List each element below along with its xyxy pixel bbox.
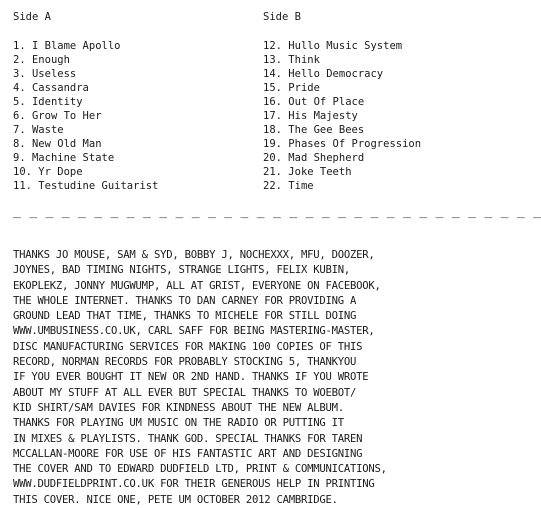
notes-line: JOYNES, BAD TIMING NIGHTS, STRANGE LIGHTS, FELIX KUBIN, xyxy=(13,264,351,277)
track-number: 4. xyxy=(13,82,26,94)
track-title: Pride xyxy=(288,82,320,94)
track-number: 13. xyxy=(263,54,282,66)
notes-line: MCCALLAN-MOORE FOR USE OF HIS FANTASTIC ART AND DESIGNING xyxy=(13,447,363,460)
side-a-tracklist xyxy=(13,10,243,193)
track-title: Time xyxy=(288,180,314,192)
side-b-title: Side B xyxy=(263,11,301,23)
track-number: 5. xyxy=(13,96,26,108)
track-number: 9. xyxy=(13,152,26,164)
track-item xyxy=(263,165,453,179)
track-item xyxy=(263,151,453,165)
track-item xyxy=(263,39,453,53)
track-title: Hello Democracy xyxy=(288,68,384,80)
notes-line: THE WHOLE INTERNET. THANKS TO DAN CARNEY FOR PROVIDING A xyxy=(13,294,357,307)
notes-line: THANKS FOR PLAYING UM MUSIC ON THE RADIO OR PUTTING IT xyxy=(13,417,344,430)
track-number: 14. xyxy=(263,68,282,80)
track-title: Enough xyxy=(31,54,70,66)
track-number: 17. xyxy=(263,110,282,122)
notes-line: WWW.UMBUSINESS.CO.UK, CARL SAFF FOR BEING MASTERING-MASTER, xyxy=(13,325,375,338)
track-number: 19. xyxy=(263,138,282,150)
track-item xyxy=(13,39,243,53)
notes-line: GROUND LEAD THAT TIME, THANKS TO MICHELE FOR STILL DOING xyxy=(13,310,357,323)
track-item xyxy=(13,123,243,137)
track-title: Phases Of Progression xyxy=(288,138,422,150)
track-item xyxy=(13,81,243,95)
track-number: 22. xyxy=(263,180,282,192)
thank-you-notes xyxy=(13,248,449,508)
track-title: I Blame Apollo xyxy=(31,40,121,52)
notes-line: THANKS JO MOUSE, SAM & SYD, BOBBY J, NOCHEXXX, MFU, DOOZER, xyxy=(13,249,375,261)
track-item xyxy=(13,67,243,81)
track-number: 2. xyxy=(13,54,26,66)
track-title: Cassandra xyxy=(31,82,89,94)
track-title: Think xyxy=(288,54,320,66)
notes-line: KID SHIRT/SAM DAVIES FOR KINDNESS ABOUT THE NEW ALBUM. xyxy=(13,401,344,414)
track-item xyxy=(13,137,243,151)
track-item xyxy=(263,123,453,137)
track-number: 12. xyxy=(263,40,282,52)
notes-line: DISC MANUFACTURING SERVICES FOR MAKING 100 COPIES OF THIS xyxy=(13,340,363,353)
notes-line: IN MIXES & PLAYLISTS. THANK GOD. SPECIAL THANKS FOR TAREN xyxy=(13,432,363,445)
track-number: 3. xyxy=(13,68,26,80)
notes-line: ABOUT MY STUFF AT ALL EVER BUT SPECIAL THANKS TO WOEBOT/ xyxy=(13,386,357,399)
track-title: Machine State xyxy=(31,152,115,164)
track-item xyxy=(13,109,243,123)
dashed-divider: _ _ _ _ _ _ _ _ _ _ _ _ _ _ _ _ _ _ _ _ _ _ _ _ _ _ _ _ _ _ _ _ _ xyxy=(13,204,541,219)
track-title: Out Of Place xyxy=(288,96,365,108)
track-number: 18. xyxy=(263,124,282,136)
track-title: Testudine Guitarist xyxy=(38,180,159,192)
track-number: 11. xyxy=(13,180,32,192)
track-number: 16. xyxy=(263,96,282,108)
track-title: Hullo Music System xyxy=(288,40,403,52)
track-number: 10. xyxy=(13,166,32,178)
track-number: 21. xyxy=(263,166,282,178)
notes-line: RECORD, NORMAN RECORDS FOR PROBABLY STOCKING 5, THANKYOU xyxy=(13,356,357,369)
side-a-track-list xyxy=(13,39,243,193)
track-title: Identity xyxy=(31,96,83,108)
track-item xyxy=(263,179,453,193)
side-a-title: Side A xyxy=(13,11,51,23)
track-title: The Gee Bees xyxy=(288,124,365,136)
notes-line: IF YOU EVER BOUGHT IT NEW OR 2ND HAND. THANKS IF YOU WROTE xyxy=(13,371,369,384)
track-title: His Majesty xyxy=(288,110,358,122)
track-item xyxy=(13,53,243,67)
track-title: Mad Shepherd xyxy=(288,152,365,164)
notes-line: THE COVER AND TO EDWARD DUDFIELD LTD, PRINT & COMMUNICATIONS, xyxy=(13,463,387,476)
notes-line: EKOPLEKZ, JONNY MUGWUMP, ALL AT GRIST, EVERYONE ON FACEBOOK, xyxy=(13,279,381,292)
track-title: Yr Dope xyxy=(38,166,83,178)
track-title: Waste xyxy=(31,124,64,136)
track-item xyxy=(263,137,453,151)
track-item xyxy=(263,53,453,67)
track-number: 20. xyxy=(263,152,282,164)
track-number: 15. xyxy=(263,82,282,94)
track-item xyxy=(263,81,453,95)
track-title: Useless xyxy=(31,68,77,80)
track-number: 6. xyxy=(13,110,26,122)
track-title: Grow To Her xyxy=(31,110,102,122)
track-number: 7. xyxy=(13,124,26,136)
track-number: 8. xyxy=(13,138,26,150)
track-title: New Old Man xyxy=(31,138,102,150)
track-item xyxy=(13,179,243,193)
track-item xyxy=(13,95,243,109)
track-item xyxy=(13,165,243,179)
track-item xyxy=(263,109,453,123)
track-title: Joke Teeth xyxy=(288,166,352,178)
track-number: 1. xyxy=(13,40,26,52)
side-b-track-list xyxy=(263,39,453,193)
track-item xyxy=(263,95,453,109)
notes-line: THIS COVER. NICE ONE, PETE UM OCTOBER 2012 CAMBRIDGE. xyxy=(13,493,338,506)
track-item xyxy=(13,151,243,165)
notes-line: WWW.DUDFIELDPRINT.CO.UK FOR THEIR GENEROUS HELP IN PRINTING xyxy=(13,478,375,491)
side-b-tracklist xyxy=(263,10,453,193)
track-item xyxy=(263,67,453,81)
